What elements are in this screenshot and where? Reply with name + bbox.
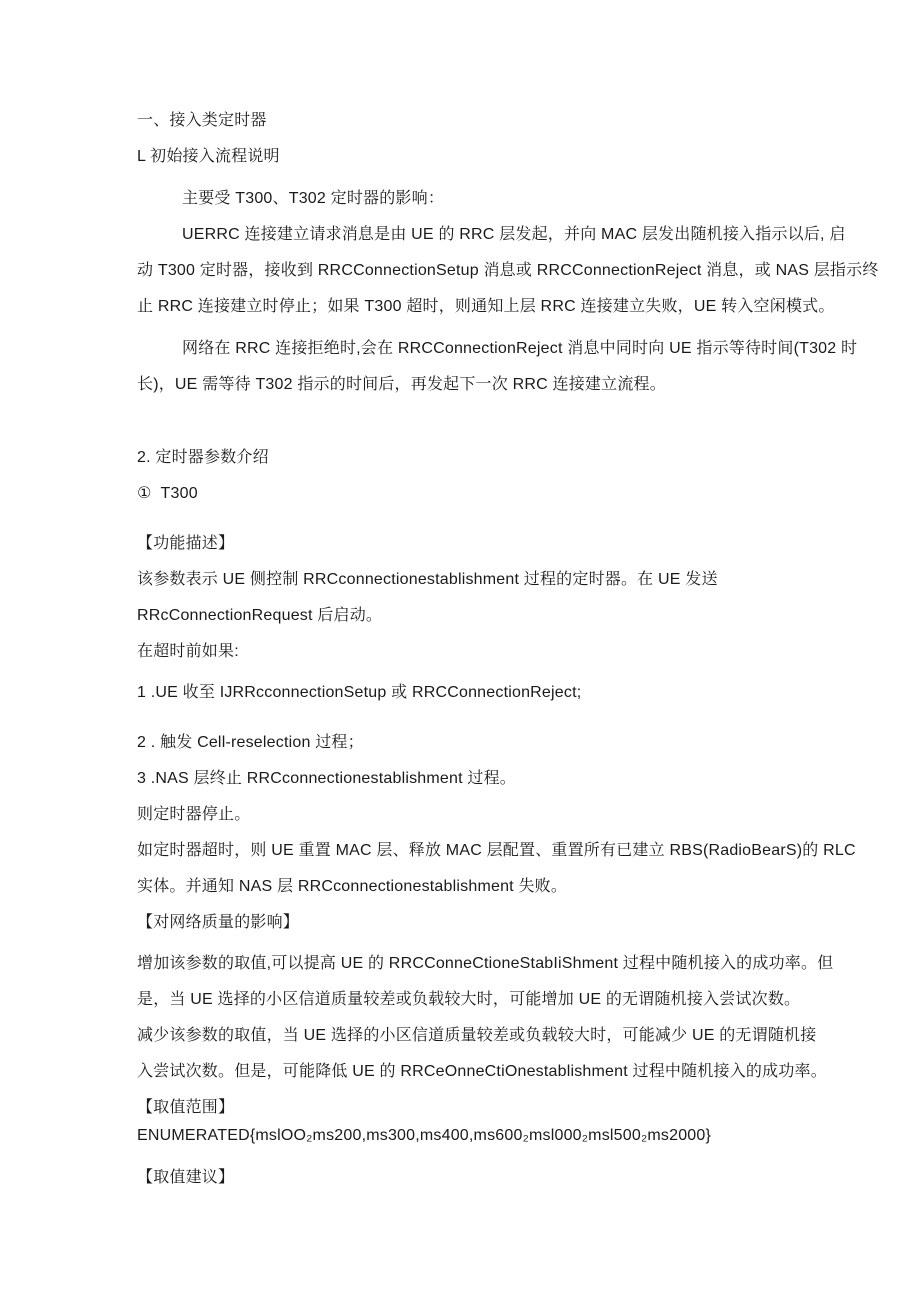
para-line: 入尝试次数。但是，可能降低 UE 的 RRCeOnneCtiOnestablishment 过程中随机接入的成功率。 [137,1063,827,1080]
para-line: 该参数表示 UE 侧控制 RRCconnectionestablishment 过程的定时器。在 UE 发送 [137,571,718,588]
heading-timer-parameters: 2. 定时器参数介绍 [137,449,269,466]
label-network-quality-impact: 【对网络质量的影响】 [137,914,300,931]
para-line: 实体。并通知 NAS 层 RRCconnectionestablishment 失败。 [137,878,568,895]
para-line: 是，当 UE 选择的小区信道质量较差或负载较大时，可能增加 UE 的无谓随机接入尝试次数。 [137,991,801,1008]
para-line: 增加该参数的取值,可以提高 UE 的 RRCConneCtioneStabIiShment 过程中随机接入的成功率。但 [137,955,834,972]
para-line: 长)，UE 需等待 T302 指示的时间后，再发起下一次 RRC 连接建立流程。 [137,376,666,393]
para-line: RRcConnectionRequest 后启动。 [137,607,383,624]
item-t300: ① T300 [137,485,198,502]
heading-section-access-timers: 一、接入类定时器 [137,112,267,129]
para-line: 网络在 RRC 连接拒绝时,会在 RRCConnectionReject 消息中同时向 UE 指示等待时间(T302 时 [182,340,858,357]
value-range-enumerated: ENUMERATED{mslOO₂ms200,ms300,ms400,ms600₂msl000₂msl500₂ms2000} [137,1127,712,1144]
label-value-suggestion: 【取值建议】 [137,1169,235,1186]
para-line: 则定时器停止。 [137,806,251,823]
para-line: UERRC 连接建立请求消息是由 UE 的 RRC 层发起，并向 MAC 层发出随机接入指示以后, 启 [182,226,846,243]
label-function-description: 【功能描述】 [137,535,235,552]
label-value-range: 【取值范围】 [137,1099,235,1116]
list-item-3: 3 .NAS 层终止 RRCconnectionestablishment 过程。 [137,770,516,787]
para-line: 如定时器超时，则 UE 重置 MAC 层、释放 MAC 层配置、重置所有已建立 RBS(RadioBearS)的 RLC [137,842,856,859]
list-item-2: 2 . 触发 Cell-reselection 过程； [137,734,364,751]
list-item-1: 1 .UE 收至 IJRRcconnectionSetup 或 RRCConnectionReject; [137,684,582,701]
para-line: 主要受 T300、T302 定时器的影响： [182,190,445,207]
para-line: 减少该参数的取值，当 UE 选择的小区信道质量较差或负载较大时，可能减少 UE 的无谓随机接 [137,1027,817,1044]
heading-initial-access-flow: L 初始接入流程说明 [137,148,280,165]
para-line: 止 RRC 连接建立时停止；如果 T300 超时，则通知上层 RRC 连接建立失败，UE 转入空闲模式。 [137,298,835,315]
para-line: 动 T300 定时器，接收到 RRCConnectionSetup 消息或 RRCConnectionReject 消息，或 NAS 层指示终 [137,262,879,279]
para-line: 在超时前如果: [137,643,239,660]
